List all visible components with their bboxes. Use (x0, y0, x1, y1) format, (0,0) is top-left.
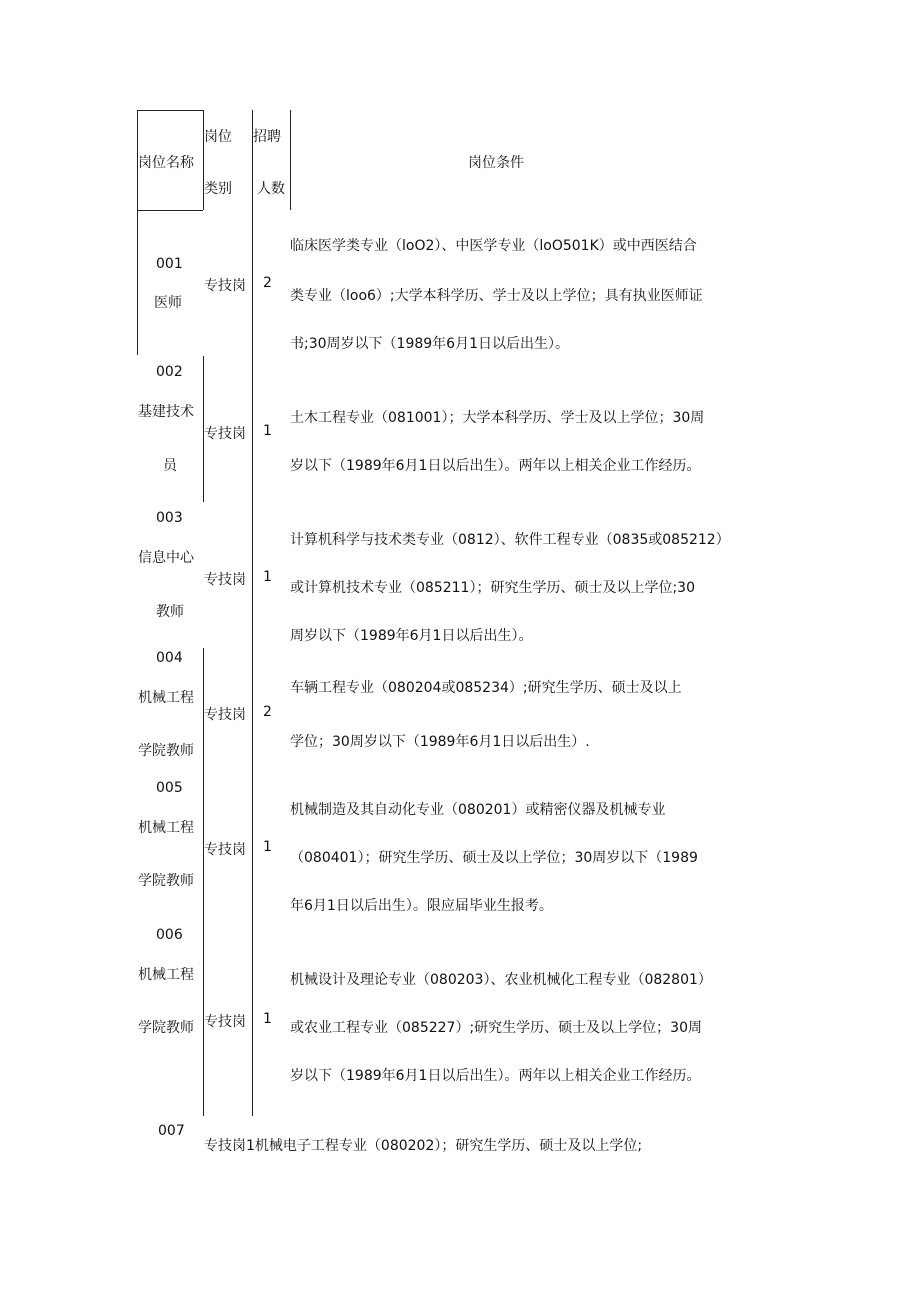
post-code: 005 (156, 780, 183, 796)
post-name: 员 (163, 458, 177, 474)
post-count: 2 (263, 275, 272, 291)
col-border-4 (290, 110, 291, 210)
header-post-name: 岗位名称 (138, 155, 194, 171)
post-code: 007 (158, 1123, 185, 1139)
post-name: 信息中心 (138, 550, 194, 566)
header-count-2: 人数 (257, 181, 285, 197)
condition-line: 计算机科学与技术类专业（0812）、软件工程专业（0835或085212） (290, 532, 730, 548)
post-code: 001 (156, 256, 183, 272)
condition-line: 临床医学类专业（loO2）、中医学专业（loO501K）或中西医结合 (290, 238, 697, 254)
condition-line: 书;30周岁以下（1989年6月1日以后出生）。 (290, 336, 569, 352)
post-name: 医师 (154, 295, 182, 311)
post-code: 004 (156, 650, 183, 666)
post-count: 1 (263, 423, 272, 439)
post-name: 学院教师 (138, 1020, 194, 1036)
header-post-type-2: 类别 (204, 181, 232, 197)
post-count: 1 (263, 1011, 272, 1027)
post-code: 006 (156, 927, 183, 943)
post-name: 学院教师 (138, 873, 194, 889)
post-name: 机械工程 (138, 967, 194, 983)
post-type: 专技岗 (204, 842, 246, 858)
post-type: 专技岗 (204, 707, 246, 723)
post-type: 专技岗 (204, 278, 246, 294)
header-post-type-1: 岗位 (204, 129, 232, 145)
condition-line: 机械制造及其自动化专业（080201）或精密仪器及机械专业 (290, 802, 666, 818)
condition-line: 岁以下（1989年6月1日以后出生）。两年以上相关企业工作经历。 (290, 1068, 701, 1084)
post-name: 学院教师 (138, 743, 194, 759)
col-border-1 (137, 110, 138, 355)
post-count: 1 (263, 839, 272, 855)
row-inline-text: 专技岗1机械电子工程专业（080202）；研究生学历、硕士及以上学位; (204, 1138, 643, 1154)
post-type: 专技岗 (204, 572, 246, 588)
condition-line: 类专业（loo6）;大学本科学历、学士及以上学位；具有执业医师证 (290, 288, 703, 304)
post-name: 机械工程 (138, 690, 194, 706)
post-type: 专技岗 (204, 1014, 246, 1030)
header-conditions: 岗位条件 (468, 155, 524, 171)
post-name: 教师 (156, 604, 184, 620)
post-name: 机械工程 (138, 820, 194, 836)
header-count-1: 招聘 (253, 129, 281, 145)
condition-line: 土木工程专业（081001）；大学本科学历、学士及以上学位；30周 (290, 410, 705, 426)
header-top-border (137, 110, 203, 111)
post-count: 1 (263, 569, 272, 585)
col-border-3 (252, 110, 253, 1116)
post-code: 003 (156, 510, 183, 526)
condition-line: 或计算机技术专业（085211）；研究生学历、硕士及以上学位;30 (290, 580, 695, 596)
post-name: 基建技术 (138, 404, 194, 420)
header-bottom-border (137, 210, 203, 211)
condition-line: 学位；30周岁以下（1989年6月1日以后出生）. (290, 734, 590, 750)
condition-line: 周岁以下（1989年6月1日以后出生）。 (290, 628, 533, 644)
condition-line: 机械设计及理论专业（080203）、农业机械化工程专业（082801） (290, 972, 712, 988)
condition-line: 岁以下（1989年6月1日以后出生）。两年以上相关企业工作经历。 (290, 458, 701, 474)
post-type: 专技岗 (204, 426, 246, 442)
condition-line: （080401）；研究生学历、硕士及以上学位；30周岁以下（1989 (290, 850, 698, 866)
post-count: 2 (263, 704, 272, 720)
condition-line: 车辆工程专业（080204或085234）;研究生学历、硕士及以上 (290, 680, 682, 696)
condition-line: 或农业工程专业（085227）;研究生学历、硕士及以上学位；30周 (290, 1020, 702, 1036)
post-code: 002 (156, 364, 183, 380)
condition-line: 年6月1日以后出生）。限应届毕业生报考。 (290, 898, 553, 914)
